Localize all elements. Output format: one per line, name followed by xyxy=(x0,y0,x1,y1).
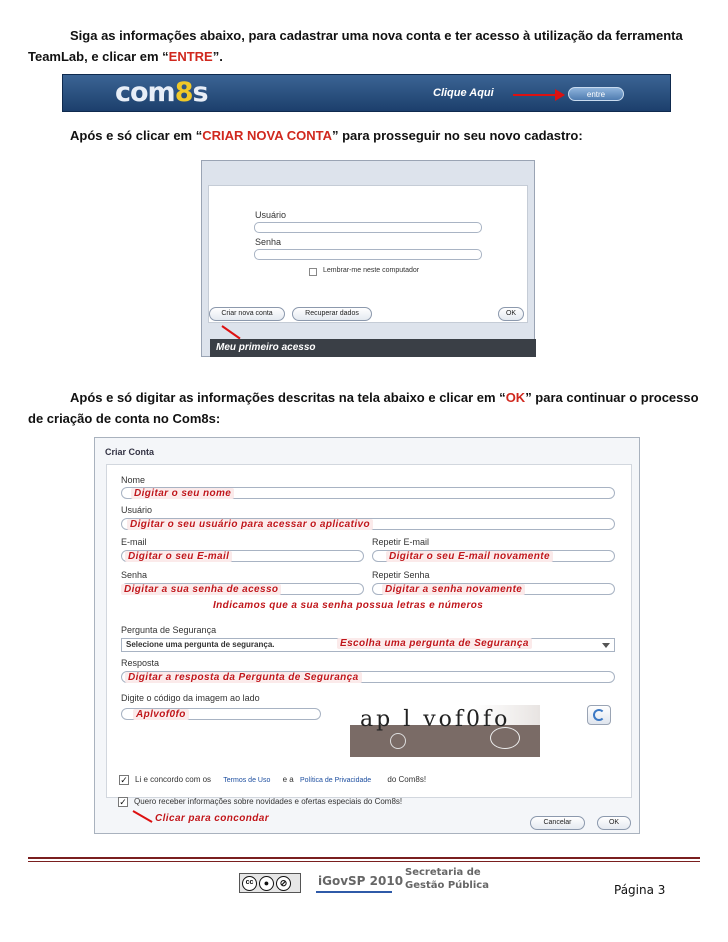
cc-icon: cc xyxy=(242,876,257,891)
usuario-label: Usuário xyxy=(121,505,153,515)
termos-de-uso-link[interactable]: Termos de Uso xyxy=(223,777,271,784)
com8s-header-screenshot xyxy=(62,74,671,112)
form-ok-button[interactable]: OK xyxy=(597,816,631,830)
senha-hint: Digitar a sua senha de acesso xyxy=(121,584,281,595)
intro-highlight-entre: ENTRE xyxy=(168,49,213,64)
repetir-email-label: Repetir E-mail xyxy=(372,537,430,547)
email-label: E-mail xyxy=(121,537,147,547)
step3-highlight: OK xyxy=(505,390,526,405)
captcha-label: Digite o código da imagem ao lado xyxy=(121,693,260,703)
ok-button[interactable]: OK xyxy=(498,307,524,321)
login-panel xyxy=(208,185,528,323)
step2-highlight: CRIAR NOVA CONTA xyxy=(202,128,332,143)
step3-paragraph: Após e só digitar as informações descritas na tela abaixo e clicar em “OK” para continuar o processo de criação de conta no Com8s: xyxy=(28,390,699,426)
senha-label: Senha xyxy=(255,237,282,247)
remember-checkbox[interactable] xyxy=(309,268,317,276)
usuario-input[interactable] xyxy=(254,222,482,233)
cancelar-button[interactable]: Cancelar xyxy=(530,816,585,830)
repetir-senha-hint: Digitar a senha novamente xyxy=(382,584,525,595)
pergunta-label: Pergunta de Segurança xyxy=(121,625,217,635)
resposta-label: Resposta xyxy=(121,658,160,668)
nome-hint: Digitar o seu nome xyxy=(131,488,234,499)
intro-text-end: ”. xyxy=(212,49,223,64)
form-title: Criar Conta xyxy=(105,447,155,457)
termos-checkbox[interactable]: ✓ xyxy=(120,775,128,785)
intro-paragraph xyxy=(28,25,700,67)
clique-aqui-label: Clique Aqui xyxy=(433,87,494,99)
entre-button[interactable]: entre xyxy=(568,87,624,101)
pergunta-select-value: Selecione uma pergunta de segurança. xyxy=(126,640,275,649)
red-arrow-icon xyxy=(133,810,153,823)
refresh-icon xyxy=(593,709,605,721)
criar-nova-conta-button[interactable]: Criar nova conta xyxy=(209,307,285,321)
footer-rule xyxy=(28,857,700,859)
secretaria-logo: Secretaria de Gestão Pública xyxy=(405,867,489,891)
meu-primeiro-acesso-callout: Meu primeiro acesso xyxy=(210,339,536,357)
repetir-email-hint: Digitar o seu E-mail novamente xyxy=(386,551,553,562)
resposta-hint: Digitar a resposta da Pergunta de Segurança xyxy=(125,672,362,683)
criar-conta-screenshot xyxy=(94,437,640,834)
concordar-hint: Clicar para concondar xyxy=(155,813,269,824)
usuario-hint: Digitar o seu usuário para acessar o aplicativo xyxy=(127,519,373,530)
remember-label: Lembrar-me neste computador xyxy=(323,267,420,274)
senha-note: Indicamos que a sua senha possua letras e números xyxy=(213,600,484,611)
pergunta-hint: Escolha uma pergunta de Segurança xyxy=(337,638,532,649)
footer-rule-thin xyxy=(28,861,700,862)
page-number: Página 3 xyxy=(614,883,666,897)
newsletter-label: Quero receber informações sobre novidades e ofertas especiais do Com8s! xyxy=(134,797,403,806)
chevron-down-icon xyxy=(602,643,610,648)
senha-label: Senha xyxy=(121,570,148,580)
login-screenshot xyxy=(201,160,535,357)
captcha-image xyxy=(350,705,540,757)
igovsp-logo: iGovSP 2010 xyxy=(318,874,404,888)
captcha-image-text: ap l vof0fo xyxy=(360,707,511,732)
form-panel xyxy=(106,464,632,798)
senha-input[interactable] xyxy=(254,249,482,260)
termos-row: Li e concordo com os Termos de Uso e a Política de Privacidade do Com8s! xyxy=(135,775,427,784)
email-hint: Digitar o seu E-mail xyxy=(125,551,232,562)
red-arrow-head-icon xyxy=(555,89,565,101)
politica-privacidade-link[interactable]: Política de Privacidade xyxy=(299,777,372,784)
com8s-logo: com8s xyxy=(115,77,208,108)
creative-commons-badge xyxy=(239,873,301,893)
refresh-captcha-button[interactable] xyxy=(587,705,611,725)
igov-underline xyxy=(316,891,392,893)
red-arrow-icon xyxy=(221,325,240,339)
step2-paragraph: Após e só clicar em “CRIAR NOVA CONTA” para prosseguir no seu novo cadastro: xyxy=(70,128,583,143)
repetir-senha-label: Repetir Senha xyxy=(372,570,430,580)
recuperar-dados-button[interactable]: Recuperar dados xyxy=(292,307,372,321)
newsletter-checkbox[interactable]: ✓ xyxy=(119,797,127,807)
nc-icon: ⊘ xyxy=(276,876,291,891)
intro-text: Siga as informações abaixo, para cadastrar uma nova conta e ter acesso à utilização da ferramenta TeamLab, e clicar em “ xyxy=(28,28,683,64)
nome-label: Nome xyxy=(121,475,146,485)
by-icon: ● xyxy=(259,876,274,891)
captcha-value: Aplvof0fo xyxy=(133,709,189,720)
red-arrow-icon xyxy=(513,94,557,96)
usuario-label: Usuário xyxy=(255,210,287,220)
